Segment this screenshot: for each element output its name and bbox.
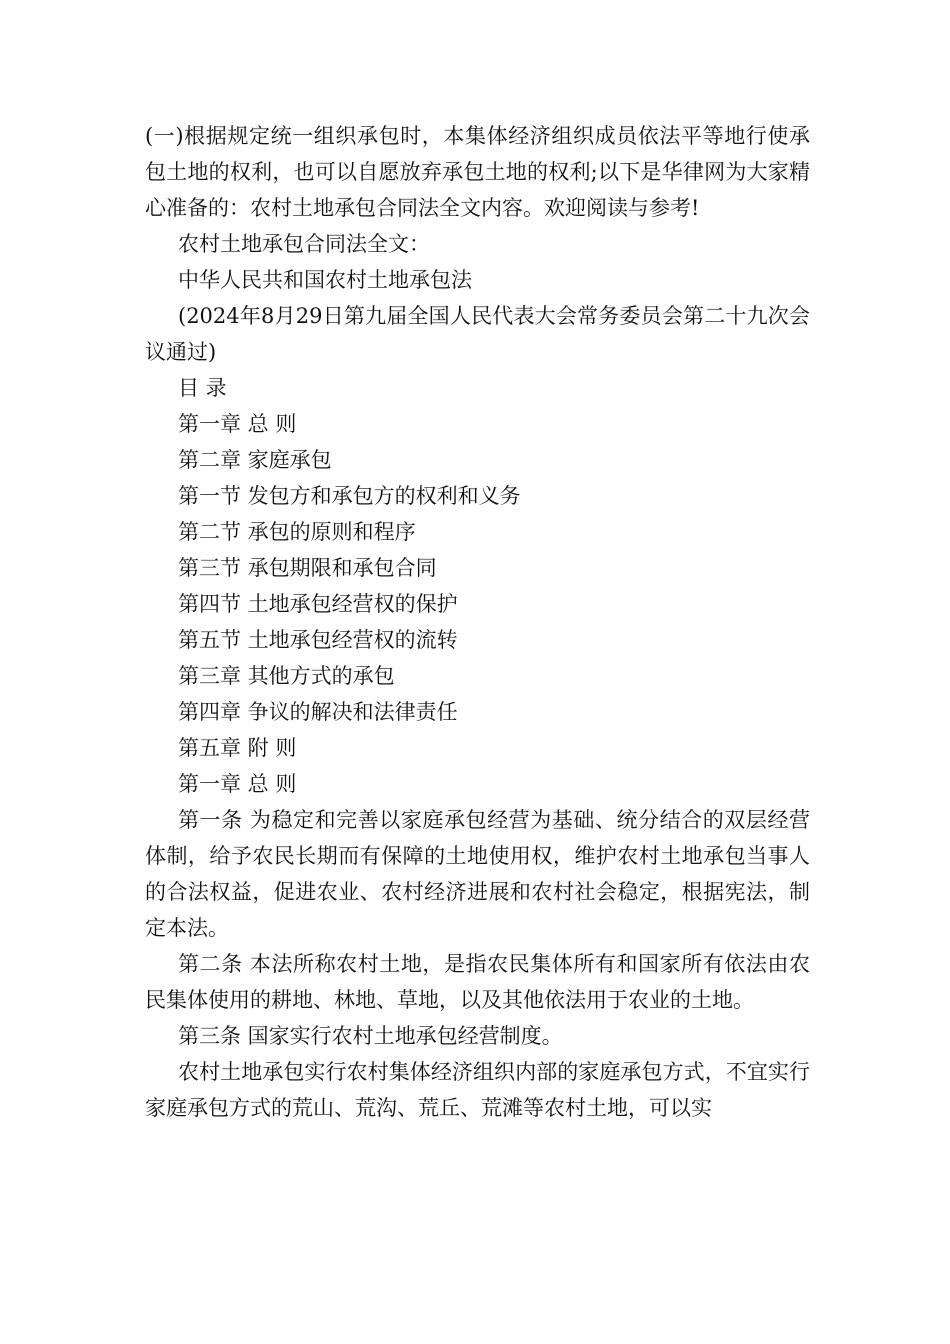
toc-item: 第三节 承包期限和承包合同 [178, 556, 437, 580]
article-2: 第二条 本法所称农村土地，是指农民集体所有和国家所有依法由农民集体使用的耕地、林地、草地，以及其他依法用于农业的土地。 [145, 952, 810, 1012]
article-3: 第三条 国家实行农村土地承包经营制度。 [178, 1024, 563, 1048]
toc-heading: 目 录 [178, 376, 227, 400]
toc-item: 第三章 其他方式的承包 [178, 664, 395, 688]
law-adoption-note: (2024年8月29日第九届全国人民代表大会常务委员会第二十九次会议通过) [145, 304, 810, 364]
paragraph-full-text-label: 农村土地承包合同法全文： [178, 232, 430, 256]
article-1: 第一条 为稳定和完善以家庭承包经营为基础、统分结合的双层经营体制，给予农民长期而有保障的土地使用权，维护农村土地承包当事人的合法权益，促进农业、农村经济进展和农村社会稳定，根据宪法，制定本法。 [145, 808, 810, 940]
toc-item: 第四章 争议的解决和法律责任 [178, 700, 458, 724]
toc-item: 第四节 土地承包经营权的保护 [178, 592, 458, 616]
toc-item: 第一节 发包方和承包方的权利和义务 [178, 484, 521, 508]
toc-item: 第五节 土地承包经营权的流转 [178, 628, 458, 652]
toc-item: 第二节 承包的原则和程序 [178, 520, 416, 544]
toc-item: 第一章 总 则 [178, 412, 297, 436]
document-body [145, 118, 810, 1126]
article-3-continued: 农村土地承包实行农村集体经济组织内部的家庭承包方式，不宜实行家庭承包方式的荒山、荒沟、荒丘、荒滩等农村土地，可以实 [145, 1060, 810, 1120]
chapter-heading: 第一章 总 则 [178, 772, 297, 796]
toc-item: 第二章 家庭承包 [178, 448, 332, 472]
paragraph-intro: (一)根据规定统一组织承包时，本集体经济组织成员依法平等地行使承包土地的权利，也可以自愿放弃承包土地的权利;以下是华律网为大家精心准备的：农村土地承包合同法全文内容。欢迎阅读与参考! [145, 124, 810, 220]
toc-item: 第五章 附 则 [178, 736, 297, 760]
law-title: 中华人民共和国农村土地承包法 [178, 268, 472, 292]
